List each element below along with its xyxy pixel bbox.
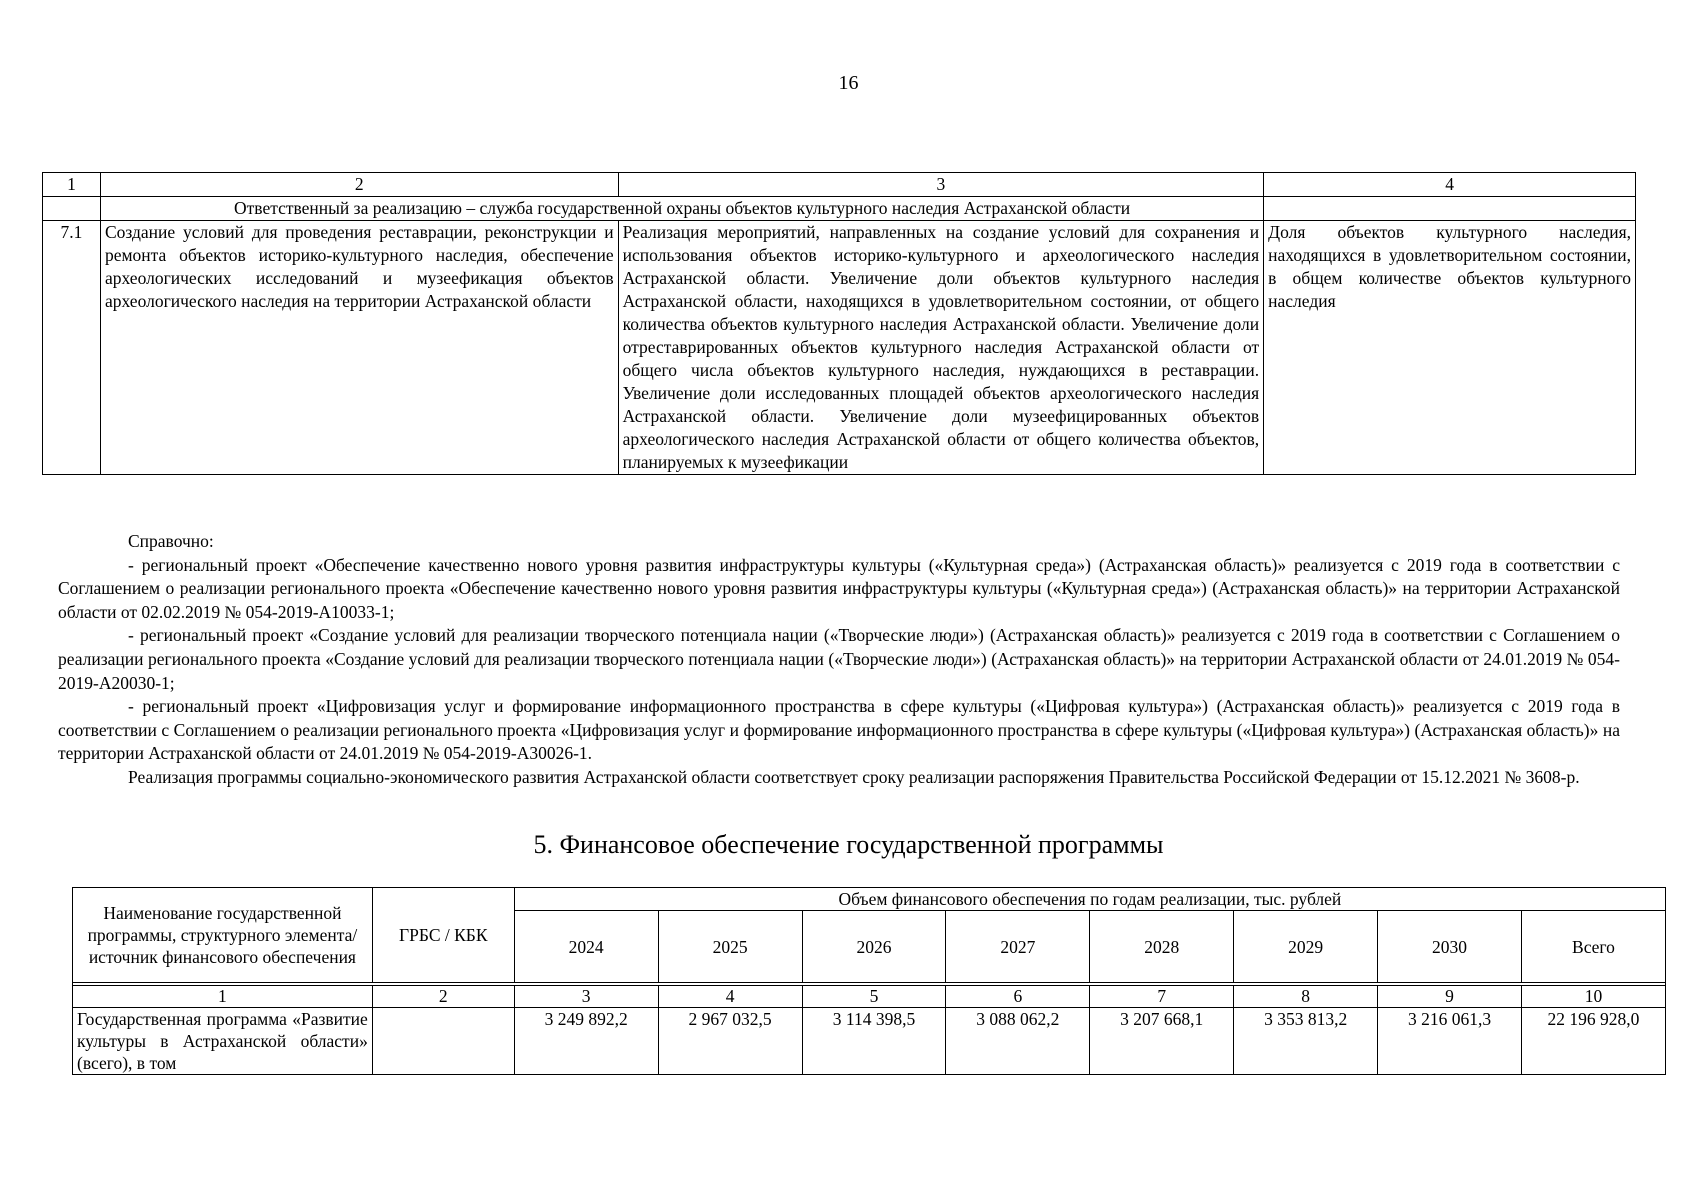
year-header: 2027 <box>946 911 1090 983</box>
index-cell: 9 <box>1378 986 1522 1008</box>
indicator-cell: Доля объектов культурного наследия, находящихся в удовлетворительном состоянии, в общем количестве объектов культурного наследия <box>1264 221 1636 475</box>
reference-notes <box>58 530 1620 790</box>
value-cell: 3 249 892,2 <box>514 1008 658 1075</box>
task-cell: Создание условий для проведения реставрации, реконструкции и ремонта объектов историко-культурного наследия, обеспечение археологических исследований и музеефикация объектов археологического наследия на территории Астраханской области <box>100 221 618 475</box>
value-cell: 2 967 032,5 <box>658 1008 802 1075</box>
index-cell: 3 <box>514 986 658 1008</box>
index-cell: 4 <box>658 986 802 1008</box>
index-cell: 2 <box>372 986 514 1008</box>
year-header: 2028 <box>1090 911 1234 983</box>
header-cell: 3 <box>618 173 1264 197</box>
index-cell: 8 <box>1234 986 1378 1008</box>
header-cell: 1 <box>43 173 101 197</box>
total-value-cell: 22 196 928,0 <box>1521 1008 1665 1075</box>
index-cell: 6 <box>946 986 1090 1008</box>
note-item: - региональный проект «Обеспечение качественно нового уровня развития инфраструктуры культуры («Культурная среда») (Астраханская область)» реализуется с 2019 года в соответствии с Соглашением о реализации регионального проекта «Обеспечение качественно нового уровня развития инфраструктуры культуры («Культурная среда») (Астраханская область)» на территории Астраханской области от 02.02.2019 № 054-2019-А10033-1; <box>58 554 1620 622</box>
header-cell: 2 <box>100 173 618 197</box>
page-number: 16 <box>838 72 859 94</box>
table-row <box>73 1008 1666 1075</box>
col-grbs-header: ГРБС / КБК <box>372 888 514 983</box>
responsible-text: Ответственный за реализацию – служба государственной охраны объектов культурного наследия Астраханской области <box>100 197 1263 221</box>
year-header: 2025 <box>658 911 802 983</box>
empty-cell <box>1264 197 1636 221</box>
value-cell: 3 114 398,5 <box>802 1008 946 1075</box>
value-cell: 3 207 668,1 <box>1090 1008 1234 1075</box>
index-row <box>73 986 1666 1008</box>
index-cell: 1 <box>73 986 373 1008</box>
index-cell: 5 <box>802 986 946 1008</box>
index-cell: 7 <box>1090 986 1234 1008</box>
implementation-table <box>42 172 1636 475</box>
note-item: - региональный проект «Создание условий для реализации творческого потенциала нации («Творческие люди») (Астраханская область)» реализуется с 2019 года в соответствии с Соглашением о реализации регионального проекта «Создание условий для реализации творческого потенциала нации («Творческие люди») (Астраханская область)» на территории Астраханской области от 24.01.2019 № 054-2019-А20030-1; <box>58 625 1620 693</box>
header-cell: 4 <box>1264 173 1636 197</box>
description-cell: Реализация мероприятий, направленных на создание условий для сохранения и использования объектов историко-культурного и археологического наследия Астраханской области. Увеличение доли объектов культурного наследия Астраханской области, находящихся в удовлетворительном состоянии, от общего количества объектов культурного наследия Астраханской области. Увеличение доли отреставрированных объектов культурного наследия Астраханской области от общего числа объектов культурного наследия, нуждающихся в реставрации. Увеличение доли исследованных площадей объектов археологического наследия Астраханской области. Увеличение доли музеефицированных объектов археологического наследия Астраханской области от общего количества объектов, планируемых к музеефикации <box>618 221 1264 475</box>
table-row <box>43 221 1636 475</box>
responsible-row <box>43 197 1636 221</box>
grbs-cell <box>372 1008 514 1075</box>
year-header: 2026 <box>802 911 946 983</box>
table-header-row <box>73 888 1666 911</box>
note-item: - региональный проект «Цифровизация услуг и формирование информационного пространства в сфере культуры («Цифровая культура») (Астраханская область)» реализуется с 2019 года в соответствии с Соглашением о реализации регионального проекта «Цифровизация услуг и формирование информационного пространства в сфере культуры («Цифровая культура») (Астраханская область)» на территории Астраханской области от 24.01.2019 № 054-2019-А30026-1. <box>58 696 1620 764</box>
note-item: Реализация программы социально-экономического развития Астраханской области соответствует сроку реализации распоряжения Правительства Российской Федерации от 15.12.2021 № 3608-р. <box>128 766 1580 787</box>
year-header: 2024 <box>514 911 658 983</box>
empty-cell <box>43 197 101 221</box>
value-cell: 3 088 062,2 <box>946 1008 1090 1075</box>
row-number: 7.1 <box>43 221 101 475</box>
col-volume-header: Объем финансового обеспечения по годам реализации, тыс. рублей <box>514 888 1665 911</box>
value-cell: 3 216 061,3 <box>1378 1008 1522 1075</box>
program-name-cell: Государственная программа «Развитие культуры в Астраханской области» (всего), в том <box>73 1008 373 1075</box>
index-cell: 10 <box>1521 986 1665 1008</box>
value-cell: 3 353 813,2 <box>1234 1008 1378 1075</box>
financing-table <box>72 887 1666 1075</box>
year-header: 2030 <box>1378 911 1522 983</box>
table-header-row <box>43 173 1636 197</box>
year-header: 2029 <box>1234 911 1378 983</box>
col-name-header: Наименование государственной программы, структурного элемента/источник финансового обеспечения <box>73 888 373 983</box>
section-title: 5. Финансовое обеспечение государственной программы <box>533 830 1164 859</box>
notes-intro: Справочно: <box>128 531 214 551</box>
total-header: Всего <box>1521 911 1665 983</box>
